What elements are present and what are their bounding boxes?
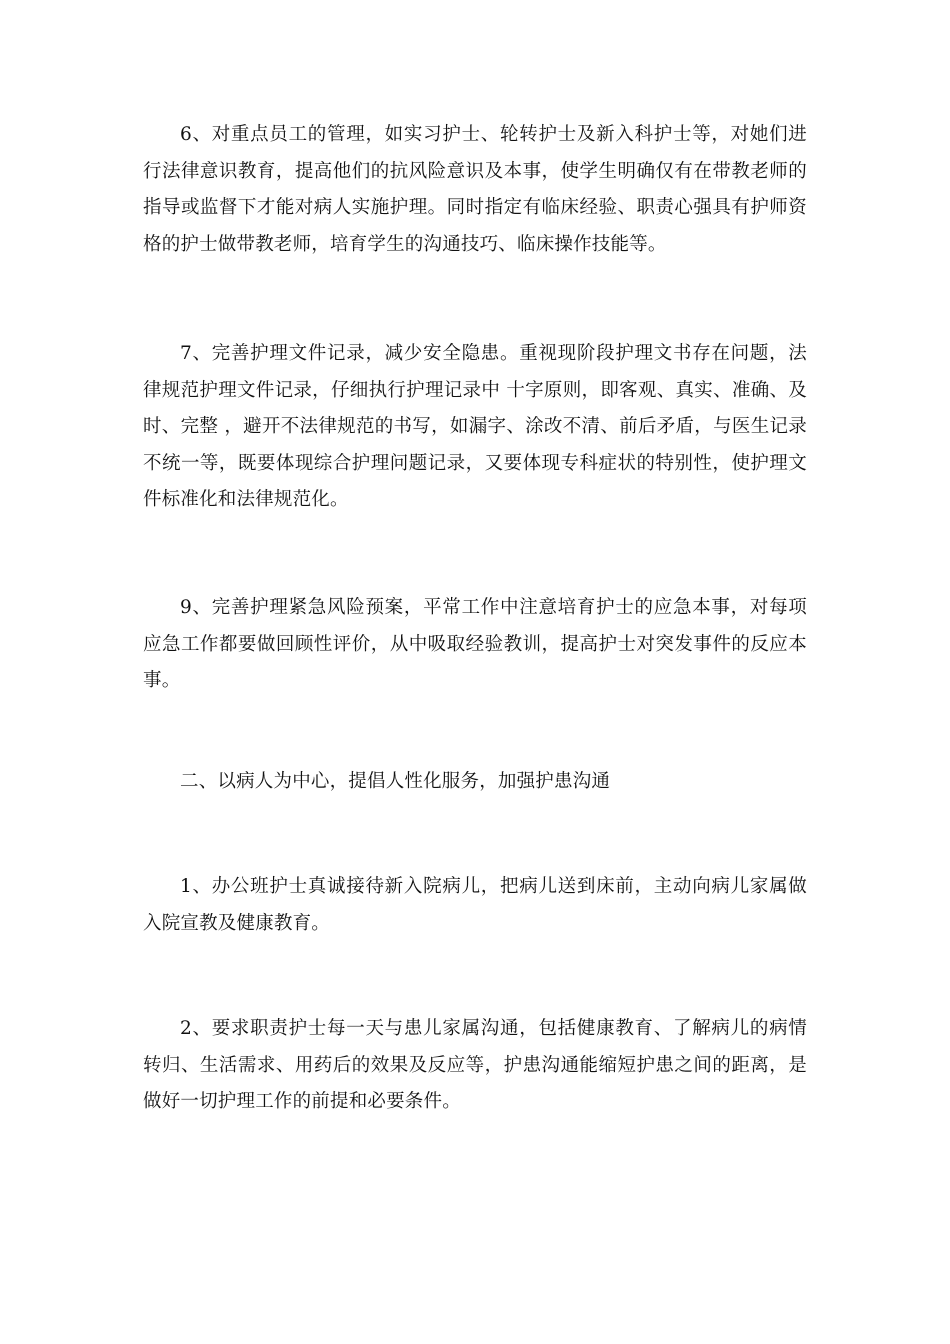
section-heading: 二、以病人为中心，提倡人性化服务，加强护患沟通 bbox=[180, 771, 611, 792]
paragraph-item-2: 2、要求职责护士每一天与患儿家属沟通，包括健康教育、了解病儿的病情转归、生活需求、用药后的效果及反应等，护患沟通能缩短护患之间的距离，是做好一切护理工作的前提和必要条件。 bbox=[143, 1018, 807, 1112]
paragraph-item-9: 9、完善护理紧急风险预案，平常工作中注意培育护士的应急本事，对每项应急工作都要做回顾性评价，从中吸取经验教训，提高护士对突发事件的反应本事。 bbox=[143, 597, 807, 691]
paragraph-item-1: 1、办公班护士真诚接待新入院病儿，把病儿送到床前，主动向病儿家属做入院宣教及健康教育。 bbox=[143, 876, 807, 934]
paragraph-item-6: 6、对重点员工的管理，如实习护士、轮转护士及新入科护士等，对她们进行法律意识教育，提高他们的抗风险意识及本事，使学生明确仅有在带教老师的指导或监督下才能对病人实施护理。同时指定有临床经验、职责心强具有护师资格的护士做带教老师，培育学生的沟通技巧、临床操作技能等。 bbox=[143, 124, 807, 255]
paragraph-item-7: 7、完善护理文件记录，减少安全隐患。重视现阶段护理文书存在问题，法律规范护理文件记录，仔细执行护理记录中 十字原则，即客观、真实、准确、及时、完整 ，避开不法律规范的书写，如漏字、涂改不清、前后矛盾，与医生记录不统一等，既要体现综合护理问题记录，又要体现专科症状的特别性，使护理文件标准化和法律规范化。 bbox=[143, 343, 807, 510]
